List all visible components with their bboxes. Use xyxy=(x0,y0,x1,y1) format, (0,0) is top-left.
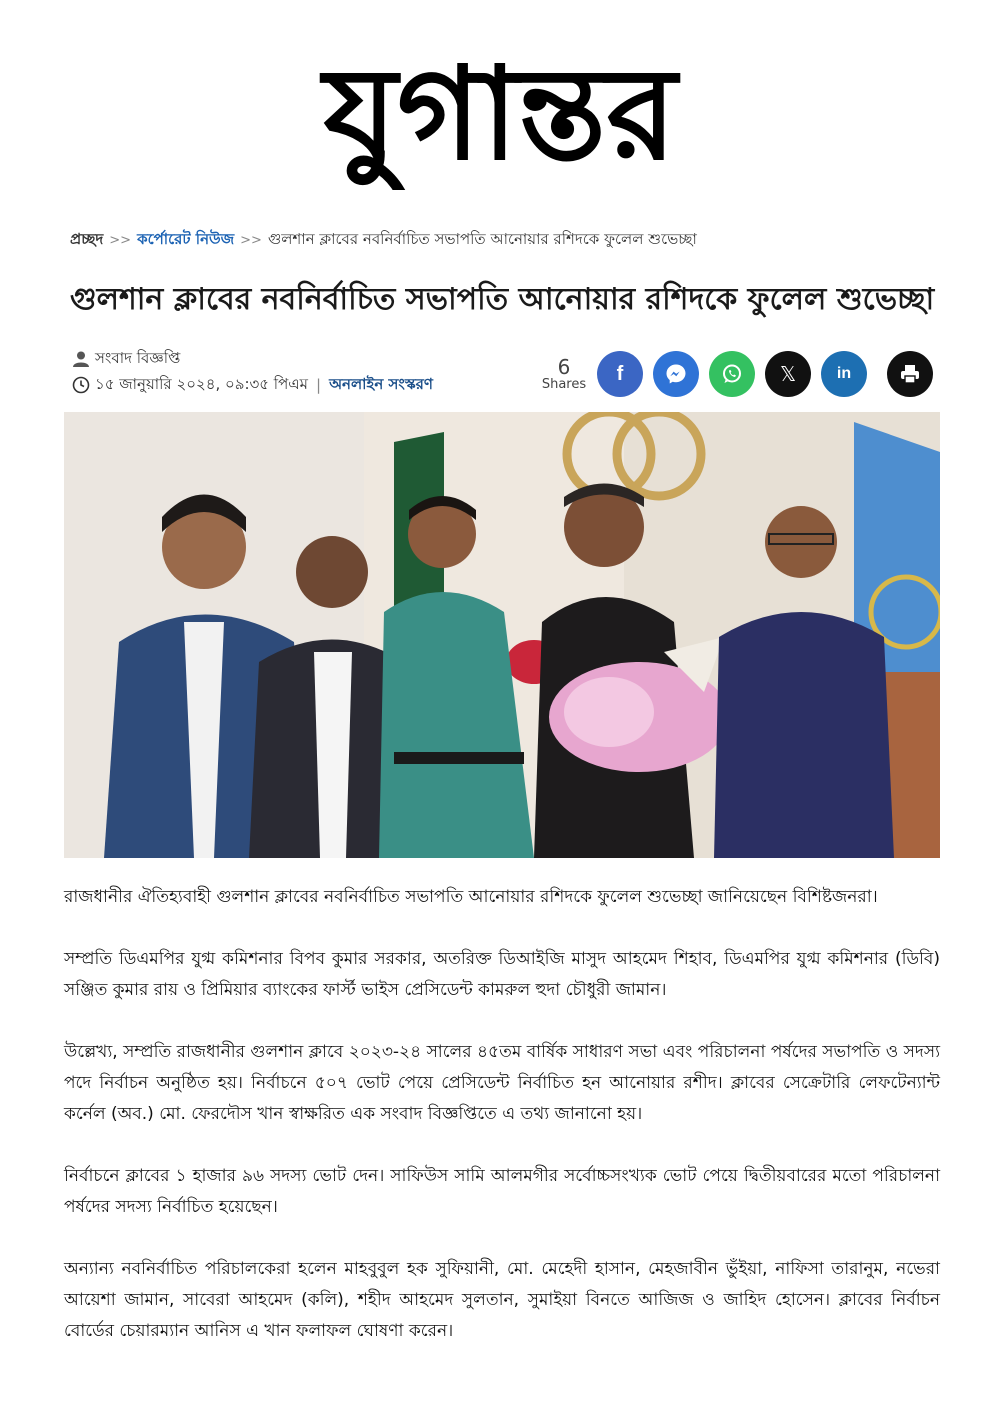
masthead xyxy=(0,40,1000,200)
yugantor-logo[interactable] xyxy=(110,40,890,190)
print-icon xyxy=(899,363,921,385)
share-count xyxy=(534,357,594,392)
linkedin-share-button[interactable] xyxy=(821,351,867,397)
share-count-number: 6 xyxy=(557,355,571,379)
article-paragraph: নির্বাচনে ক্লাবের ১ হাজার ৯৬ সদস্য ভোট দেন। সাফিউস সামি আলমগীর সর্বোচ্চসংখ্যক ভোট পেয়ে দ্বিতীয়বারের মতো পরিচালনা পর্ষদের সদস্য নির্বাচিত হয়েছেন। xyxy=(64,1166,940,1217)
edition-label: অনলাইন সংস্করণ xyxy=(329,374,434,393)
messenger-icon xyxy=(664,362,688,386)
article-paragraph: সম্প্রতি ডিএমপির যুগ্ম কমিশনার বিপব কুমার সরকার, অতরিক্ত ডিআইজি মাসুদ আহমেদ শিহাব, ডিএমপির যুগ্ম কমিশনার (ডিবি) সঞ্জিত কুমার রায় ও প্রিমিয়ার ব্যাংকের ফার্স্ট ভাইস প্রেসিডেন্ট কামরুল হুদা চৌধুরী জামান। xyxy=(64,949,940,1000)
breadcrumb xyxy=(70,228,697,253)
messenger-share-button[interactable] xyxy=(653,351,699,397)
logo-text: যুগান্তর xyxy=(323,40,677,189)
article-paragraph: উল্লেখ্য, সম্প্রতি রাজধানীর গুলশান ক্লাবে ২০২৩-২৪ সালের ৪৫তম বার্ষিক সাধারণ সভা এবং পরিচালনা পর্ষদের সভাপতি ও সদস্য পদে নির্বাচন অনুষ্ঠিত হয়। নির্বাচনে ৫০৭ ভোট পেয়ে প্রেসিডেন্ট নির্বাচিত হন আনোয়ার রশীদ। ক্লাবের সেক্রেটারি লেফটেন্যান্ট কর্নেল (অব.) মো. ফেরদৌস খান স্বাক্ষরিত এক সংবাদ বিজ্ঞপ্তিতে এ তথ্য জানানো হয়। xyxy=(64,1042,940,1124)
article-lead-photo xyxy=(64,412,940,858)
linkedin-icon: in xyxy=(836,365,852,382)
clock-icon xyxy=(72,376,90,394)
facebook-share-button[interactable] xyxy=(597,351,643,397)
article-meta xyxy=(72,346,433,398)
breadcrumb-home[interactable]: প্রচ্ছদ xyxy=(70,230,104,248)
author-row xyxy=(72,346,433,372)
breadcrumb-separator: >> xyxy=(240,233,262,248)
lead-photo-illustration xyxy=(64,412,940,858)
whatsapp-share-button[interactable] xyxy=(709,351,755,397)
author-name: সংবাদ বিজ্ঞপ্তি xyxy=(95,348,181,367)
breadcrumb-separator: >> xyxy=(109,233,132,248)
article-paragraph: রাজধানীর ঐতিহ্যবাহী গুলশান ক্লাবের নবনির্বাচিত সভাপতি আনোয়ার রশিদকে ফুলেল শুভেচ্ছা জানিয়েছেন বিশিষ্টজনরা। xyxy=(64,887,878,907)
article-body xyxy=(64,882,940,1347)
facebook-icon: f xyxy=(616,362,624,385)
breadcrumb-category[interactable]: কর্পোরেট নিউজ xyxy=(137,230,235,248)
whatsapp-icon xyxy=(720,362,744,386)
meta-divider: | xyxy=(316,376,322,394)
date-row xyxy=(72,372,433,398)
article-paragraph: অন্যান্য নবনির্বাচিত পরিচালকেরা হলেন মাহবুবুল হক সুফিয়ানী, মো. মেহেদী হাসান, মেহজাবীন ভুঁইয়া, নাফিসা তারানুম, নভেরা আয়েশা জামান, সাবেরা আহমেদ (কলি), শহীদ আহমেদ সুলতান, সুমাইয়া বিনতে আজিজ ও জাহিদ হোসেন। ক্লাবের নির্বাচন বোর্ডের চেয়ারম্যান আনিস এ খান ফলাফল ঘোষণা করেন। xyxy=(64,1259,940,1341)
share-count-label: Shares xyxy=(541,377,587,392)
article-headline: গুলশান ক্লাবের নবনির্বাচিত সভাপতি আনোয়ার রশিদকে ফুলেল শুভেচ্ছা xyxy=(70,282,935,317)
x-icon: 𝕏 xyxy=(779,362,797,386)
x-share-button[interactable] xyxy=(765,351,811,397)
breadcrumb-current: গুলশান ক্লাবের নবনির্বাচিত সভাপতি আনোয়ার রশিদকে ফুলেল শুভেচ্ছা xyxy=(267,230,697,248)
print-button[interactable] xyxy=(887,351,933,397)
publish-datetime: ১৫ জানুয়ারি ২০২৪, ০৯:৩৫ পিএম xyxy=(95,374,308,393)
user-icon xyxy=(72,351,90,367)
